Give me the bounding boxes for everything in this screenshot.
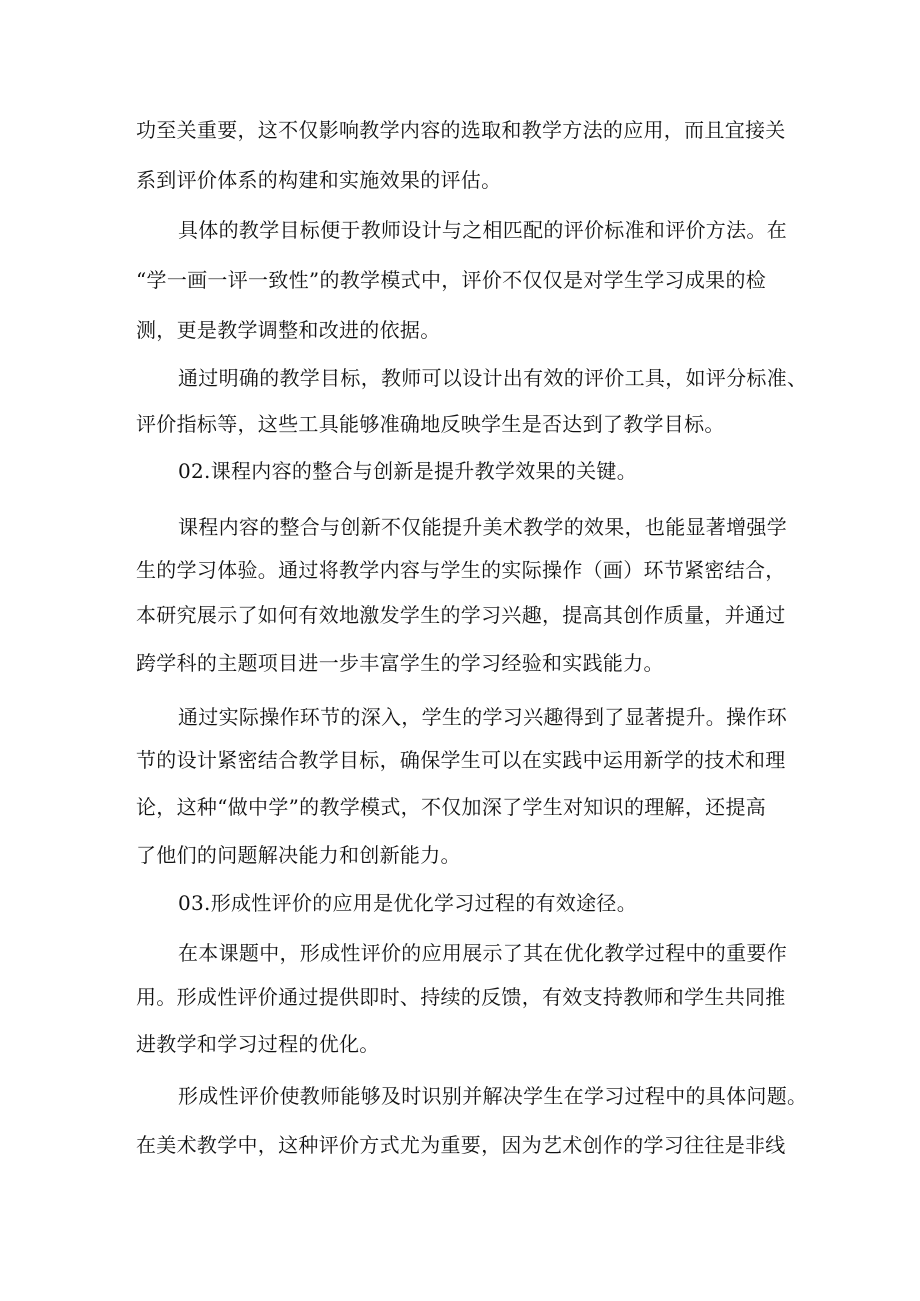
text-line: 系到评价体系的构建和实施效果的评估。 [136,168,502,192]
text-line: 本研究展示了如何有效地激发学生的学习兴趣，提高其创作质量，并通过 [136,603,786,627]
text-line: 在美术教学中，这种评价方式尤为重要，因为艺术创作的学习往往是非线 [136,1133,786,1157]
text-line: 评价指标等，这些工具能够准确地反映学生是否达到了教学目标。 [136,412,725,436]
text-line: 了他们的问题解决能力和创新能力。 [136,843,461,867]
text-line: 跨学科的主题项目进一步丰富学生的学习经验和实践能力。 [136,651,664,675]
paragraph-first-line: 形成性评价使教师能够及时识别并解决学生在学习过程中的具体问题。 [178,1084,808,1108]
paragraph-first-line: 在本课题中，形成性评价的应用展示了其在优化教学过程中的重要作 [178,941,787,965]
section-heading-03: 03.形成性评价的应用是优化学习过程的有效途径。 [178,891,638,915]
text-line: 测，更是教学调整和改进的依据。 [136,318,441,342]
text-line: 用。形成性评价通过提供即时、持续的反馈，有效支持教师和学生共同推 [136,985,786,1009]
text-line: 节的设计紧密结合教学目标，确保学生可以在实践中运用新学的技术和理 [136,748,786,772]
paragraph-first-line: 课程内容的整合与创新不仅能提升美术教学的效果，也能显著增强学 [178,515,787,539]
section-heading-02: 02.课程内容的整合与创新是提升教学效果的关键。 [178,459,638,483]
paragraph-first-line: 通过实际操作环节的深入，学生的学习兴趣得到了显著提升。操作环 [178,705,787,729]
text-line: 生的学习体验。通过将教学内容与学生的实际操作（画）环节紧密结合， [136,558,786,582]
text-line: 功至关重要，这不仅影响教学内容的选取和教学方法的应用，而且宜接关 [136,118,786,142]
paragraph-first-line: 具体的教学目标便于教师设计与之相匹配的评价标准和评价方法。在 [178,218,787,242]
text-line: 论，这种“做中学”的教学模式，不仅加深了学生对知识的理解，还提高 [136,795,767,819]
paragraph-first-line: 通过明确的教学目标，教师可以设计出有效的评价工具，如评分标准、 [178,366,808,390]
text-line: “学一画一评一致性”的教学模式中，评价不仅仅是对学生学习成果的检 [136,268,767,292]
text-line: 进教学和学习过程的优化。 [136,1032,380,1056]
